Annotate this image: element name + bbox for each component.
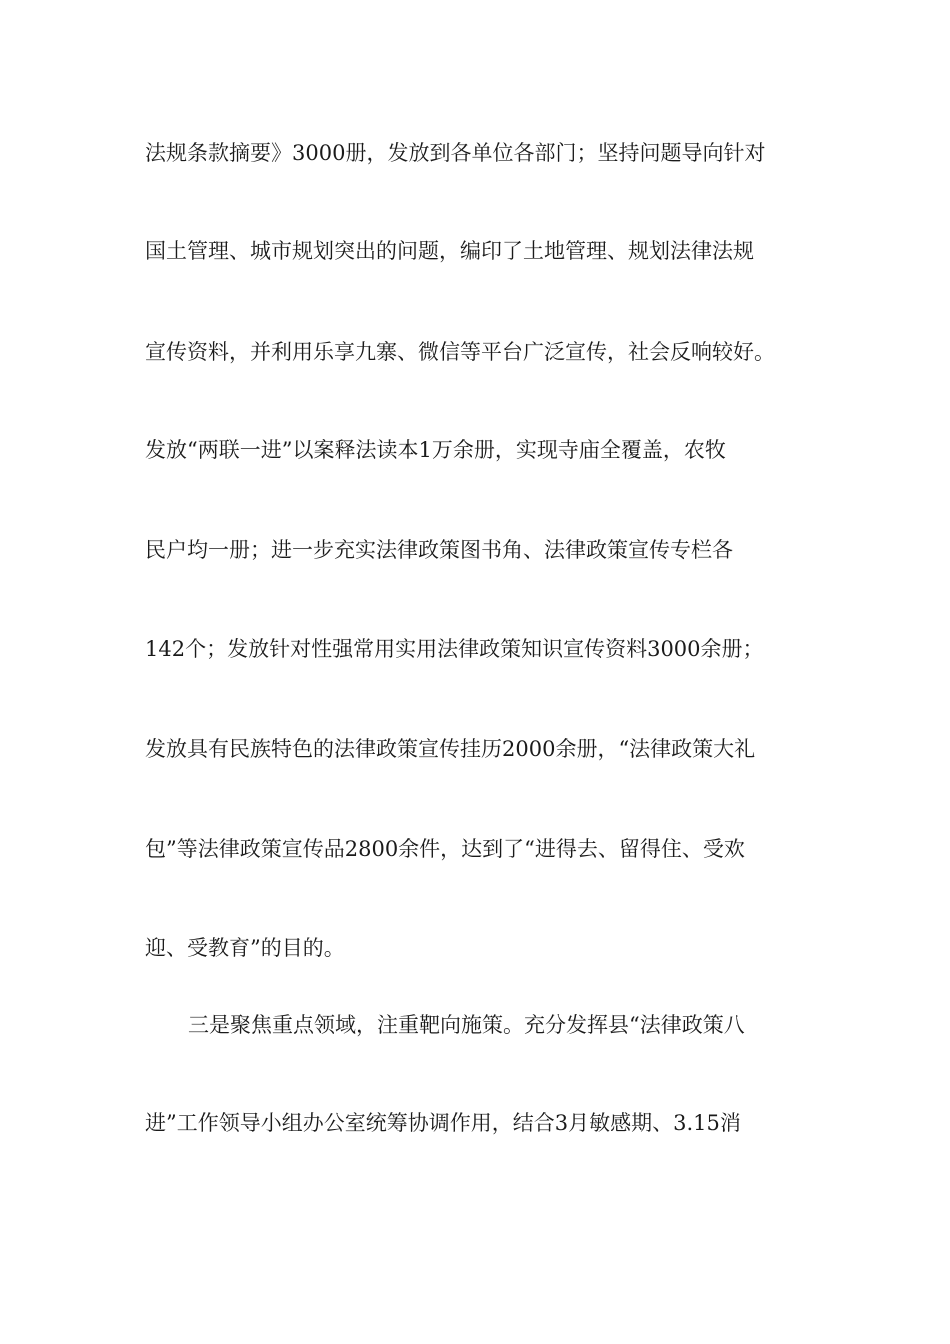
text-line-7: 发放具有民族特色的法律政策宣传挂历2000余册，“法律政策大礼 [145, 737, 756, 761]
text-line-4: 发放“两联一进”以案释法读本1万余册，实现寺庙全覆盖，农牧 [145, 438, 726, 462]
text-line-2: 国土管理、城市规划突出的问题，编印了土地管理、规划法律法规 [145, 239, 754, 263]
text-line-5: 民户均一册；进一步充实法律政策图书角、法律政策宣传专栏各 [145, 538, 733, 562]
text-line-3: 宣传资料，并利用乐享九寨、微信等平台广泛宣传，社会反响较好。 [145, 340, 775, 364]
text-line-11: 进”工作领导小组办公室统筹协调作用，结合3月敏感期、3.15消 [145, 1111, 741, 1135]
text-line-8: 包”等法律政策宣传品2800余件，达到了“进得去、留得住、受欢 [145, 837, 745, 861]
text-line-1: 法规条款摘要》3000册，发放到各单位各部门；坚持问题导向针对 [145, 141, 766, 165]
text-line-9: 迎、受教育”的目的。 [145, 936, 345, 960]
paragraph-start-line: 三是聚焦重点领域，注重靶向施策。充分发挥县“法律政策八 [188, 1013, 745, 1037]
text-line-6: 142个；发放针对性强常用实用法律政策知识宣传资料3000余册； [145, 637, 764, 661]
